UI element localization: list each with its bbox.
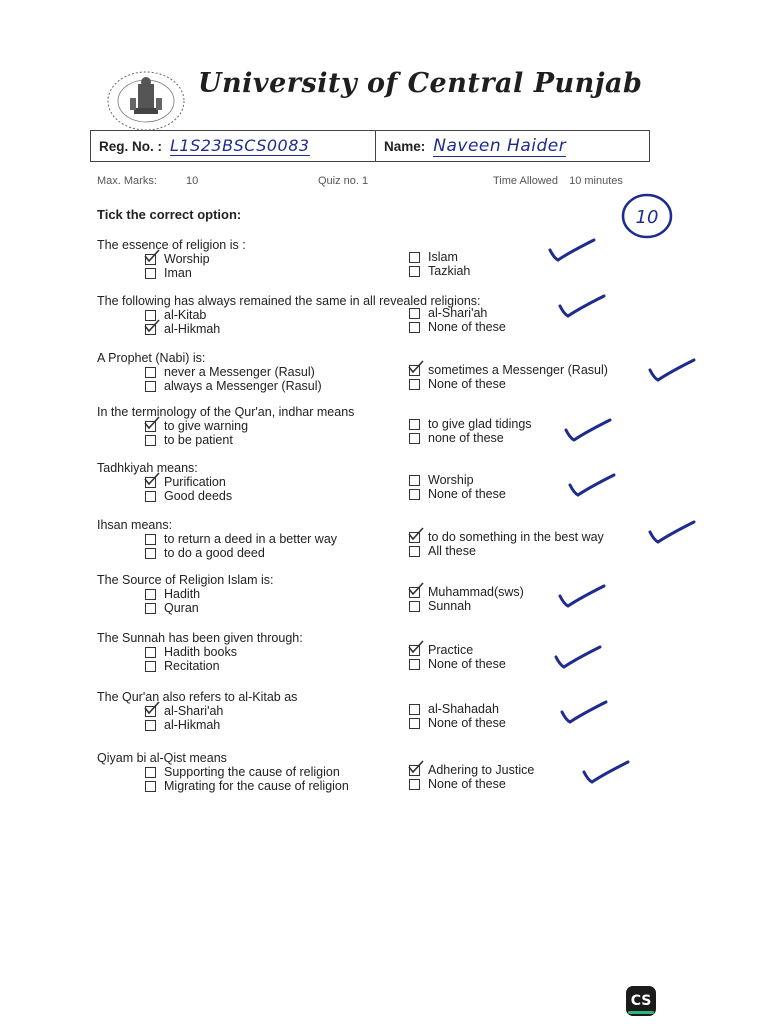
teacher-check-icon bbox=[548, 238, 596, 264]
option-label: to give glad tidings bbox=[428, 417, 532, 431]
option-checkbox[interactable] bbox=[145, 720, 156, 731]
option-checkbox[interactable] bbox=[409, 365, 420, 376]
tick-icon bbox=[408, 527, 424, 541]
option-3[interactable] bbox=[409, 417, 532, 431]
time-allowed bbox=[493, 175, 623, 187]
option-checkbox[interactable] bbox=[409, 704, 420, 715]
option-checkbox[interactable] bbox=[409, 779, 420, 790]
tick-icon bbox=[144, 319, 160, 333]
tick-icon bbox=[408, 640, 424, 654]
option-1[interactable] bbox=[145, 419, 248, 433]
option-label: Islam bbox=[428, 250, 458, 264]
option-3[interactable] bbox=[409, 763, 534, 777]
time-allowed-value: 10 minutes bbox=[569, 175, 623, 187]
max-marks-value: 10 bbox=[185, 175, 199, 187]
question-text: The following has always remained the same in all revealed religions: bbox=[97, 294, 481, 308]
option-label: always a Messenger (Rasul) bbox=[164, 379, 322, 393]
option-label: to be patient bbox=[164, 433, 233, 447]
option-label: Sunnah bbox=[428, 599, 472, 613]
option-label: None of these bbox=[428, 487, 506, 501]
option-checkbox[interactable] bbox=[145, 491, 156, 502]
option-checkbox[interactable] bbox=[409, 475, 420, 486]
question-text: Tadhkiyah means: bbox=[97, 461, 198, 475]
max-marks-label: Max. Marks: bbox=[97, 175, 157, 187]
option-checkbox[interactable] bbox=[409, 532, 420, 543]
option-label: Purification bbox=[164, 475, 226, 489]
teacher-check-icon bbox=[564, 418, 612, 444]
option-label: al-Shari'ah bbox=[164, 704, 224, 718]
option-4[interactable] bbox=[409, 264, 470, 278]
question-text: The essence of religion is : bbox=[97, 238, 246, 252]
option-label: to give warning bbox=[164, 419, 249, 433]
option-label: never a Messenger (Rasul) bbox=[164, 365, 315, 379]
option-label: None of these bbox=[428, 377, 506, 391]
option-1[interactable] bbox=[145, 645, 237, 659]
option-1[interactable] bbox=[145, 365, 315, 379]
teacher-check-icon bbox=[648, 520, 696, 546]
option-2[interactable] bbox=[145, 433, 233, 447]
option-4[interactable] bbox=[409, 716, 506, 730]
option-checkbox[interactable] bbox=[145, 254, 156, 265]
quiz-number: Quiz no. 1 bbox=[318, 175, 369, 187]
question-6 bbox=[97, 518, 657, 568]
option-label: Adhering to Justice bbox=[428, 763, 535, 777]
name-cell bbox=[376, 131, 649, 161]
option-2[interactable] bbox=[145, 489, 232, 503]
question-3 bbox=[97, 351, 657, 401]
option-label: None of these bbox=[428, 777, 506, 791]
teacher-check-icon bbox=[560, 700, 608, 726]
option-label: Practice bbox=[428, 643, 474, 657]
option-checkbox[interactable] bbox=[145, 477, 156, 488]
option-2[interactable] bbox=[145, 546, 265, 560]
max-marks bbox=[97, 175, 198, 187]
option-label: Hadith bbox=[164, 587, 201, 601]
option-2[interactable] bbox=[145, 379, 322, 393]
option-checkbox[interactable] bbox=[145, 767, 156, 778]
option-checkbox[interactable] bbox=[409, 266, 420, 277]
tick-icon bbox=[408, 760, 424, 774]
option-checkbox[interactable] bbox=[145, 603, 156, 614]
option-label: Iman bbox=[164, 266, 192, 280]
name-value: Naveen Haider bbox=[433, 135, 567, 156]
question-10 bbox=[97, 751, 657, 801]
option-label: to do something in the best way bbox=[428, 530, 604, 544]
option-label: None of these bbox=[428, 657, 506, 671]
tick-icon bbox=[144, 416, 160, 430]
option-checkbox[interactable] bbox=[409, 419, 420, 430]
option-checkbox[interactable] bbox=[145, 534, 156, 545]
option-checkbox[interactable] bbox=[409, 489, 420, 500]
option-4[interactable] bbox=[409, 599, 471, 613]
option-label: sometimes a Messenger (Rasul) bbox=[428, 363, 608, 377]
option-checkbox[interactable] bbox=[409, 765, 420, 776]
option-2[interactable] bbox=[145, 266, 192, 280]
tick-icon bbox=[144, 701, 160, 715]
option-3[interactable] bbox=[409, 250, 458, 264]
option-2[interactable] bbox=[145, 322, 220, 336]
tick-icon bbox=[144, 472, 160, 486]
option-checkbox[interactable] bbox=[145, 781, 156, 792]
option-3[interactable] bbox=[409, 585, 524, 599]
score-circle bbox=[620, 192, 674, 240]
question-text: The Qur'an also refers to al-Kitab as bbox=[97, 690, 298, 704]
question-text: Ihsan means: bbox=[97, 518, 173, 532]
option-label: Migrating for the cause of religion bbox=[164, 779, 349, 793]
tick-icon bbox=[408, 360, 424, 374]
reg-no-cell bbox=[91, 131, 376, 161]
option-label: Hadith books bbox=[164, 645, 237, 659]
option-checkbox[interactable] bbox=[145, 647, 156, 658]
option-checkbox[interactable] bbox=[145, 435, 156, 446]
reg-no-label: Reg. No. : bbox=[99, 138, 162, 154]
teacher-check-icon bbox=[558, 294, 606, 320]
teacher-check-icon bbox=[582, 760, 630, 786]
option-label: Tazkiah bbox=[428, 264, 471, 278]
time-allowed-label: Time Allowed bbox=[493, 175, 559, 187]
option-checkbox[interactable] bbox=[409, 546, 420, 557]
option-label: None of these bbox=[428, 320, 506, 334]
option-label: None of these bbox=[428, 716, 506, 730]
question-text: The Sunnah has been given through: bbox=[97, 631, 303, 645]
option-checkbox[interactable] bbox=[145, 268, 156, 279]
student-info-box bbox=[90, 130, 650, 162]
option-3[interactable] bbox=[409, 306, 487, 320]
option-checkbox[interactable] bbox=[409, 659, 420, 670]
option-checkbox[interactable] bbox=[145, 548, 156, 559]
tick-icon bbox=[408, 582, 424, 596]
option-1[interactable] bbox=[145, 587, 200, 601]
option-3[interactable] bbox=[409, 473, 474, 487]
option-1[interactable] bbox=[145, 704, 223, 718]
option-checkbox[interactable] bbox=[409, 645, 420, 656]
option-4[interactable] bbox=[409, 777, 506, 791]
option-label: to do a good deed bbox=[164, 546, 265, 560]
option-4[interactable] bbox=[409, 377, 506, 391]
teacher-check-icon bbox=[554, 645, 602, 671]
option-checkbox[interactable] bbox=[409, 308, 420, 319]
option-3[interactable] bbox=[409, 702, 499, 716]
option-3[interactable] bbox=[409, 530, 604, 544]
question-text: In the terminology of the Qur'an, indhar means bbox=[97, 405, 355, 419]
option-2[interactable] bbox=[145, 659, 220, 673]
option-4[interactable] bbox=[409, 657, 506, 671]
option-checkbox[interactable] bbox=[409, 322, 420, 333]
option-checkbox[interactable] bbox=[145, 421, 156, 432]
option-checkbox[interactable] bbox=[409, 433, 420, 444]
option-1[interactable] bbox=[145, 532, 337, 546]
option-label: none of these bbox=[428, 431, 504, 445]
option-2[interactable] bbox=[145, 601, 199, 615]
option-1[interactable] bbox=[145, 252, 210, 266]
option-label: Quran bbox=[164, 601, 199, 615]
teacher-check-icon bbox=[558, 584, 606, 610]
question-text: Qiyam bi al-Qist means bbox=[97, 751, 227, 765]
option-label: Worship bbox=[164, 252, 210, 266]
option-label: Muhammad(sws) bbox=[428, 585, 524, 599]
option-label: All these bbox=[428, 544, 476, 558]
option-label: al-Shahadah bbox=[428, 702, 499, 716]
option-4[interactable] bbox=[409, 320, 506, 334]
option-label: al-Hikmah bbox=[164, 718, 221, 732]
option-1[interactable] bbox=[145, 475, 226, 489]
option-3[interactable] bbox=[409, 643, 473, 657]
option-4[interactable] bbox=[409, 431, 504, 445]
option-label: Recitation bbox=[164, 659, 220, 673]
option-checkbox[interactable] bbox=[145, 589, 156, 600]
option-checkbox[interactable] bbox=[409, 718, 420, 729]
option-checkbox[interactable] bbox=[145, 661, 156, 672]
option-3[interactable] bbox=[409, 363, 608, 377]
option-4[interactable] bbox=[409, 487, 506, 501]
option-label: Good deeds bbox=[164, 489, 233, 503]
option-2[interactable] bbox=[145, 779, 349, 793]
reg-no-value: L1S23BSCS0083 bbox=[170, 136, 310, 155]
option-checkbox[interactable] bbox=[409, 601, 420, 612]
teacher-check-icon bbox=[568, 473, 616, 499]
option-label: al-Hikmah bbox=[164, 322, 221, 336]
option-checkbox[interactable] bbox=[409, 252, 420, 263]
tick-icon bbox=[144, 249, 160, 263]
teacher-check-icon bbox=[648, 358, 696, 384]
option-label: al-Shari'ah bbox=[428, 306, 488, 320]
question-text: The Source of Religion Islam is: bbox=[97, 573, 274, 587]
option-checkbox[interactable] bbox=[145, 381, 156, 392]
option-label: to return a deed in a better way bbox=[164, 532, 338, 546]
option-4[interactable] bbox=[409, 544, 476, 558]
option-checkbox[interactable] bbox=[409, 587, 420, 598]
university-seal-icon bbox=[104, 68, 188, 134]
option-2[interactable] bbox=[145, 718, 220, 732]
option-label: Supporting the cause of religion bbox=[164, 765, 340, 779]
option-label: Worship bbox=[428, 473, 474, 487]
option-label: al-Kitab bbox=[164, 308, 207, 322]
option-checkbox[interactable] bbox=[145, 324, 156, 335]
camscanner-badge: CS bbox=[626, 986, 656, 1016]
option-checkbox[interactable] bbox=[145, 706, 156, 717]
option-checkbox[interactable] bbox=[145, 367, 156, 378]
name-label: Name: bbox=[384, 138, 426, 154]
score-value: 10 bbox=[635, 207, 659, 228]
question-text: A Prophet (Nabi) is: bbox=[97, 351, 206, 365]
university-title: University of Central Punjab bbox=[198, 68, 643, 99]
instruction-text: Tick the correct option: bbox=[97, 207, 242, 222]
option-1[interactable] bbox=[145, 765, 340, 779]
option-checkbox[interactable] bbox=[409, 379, 420, 390]
